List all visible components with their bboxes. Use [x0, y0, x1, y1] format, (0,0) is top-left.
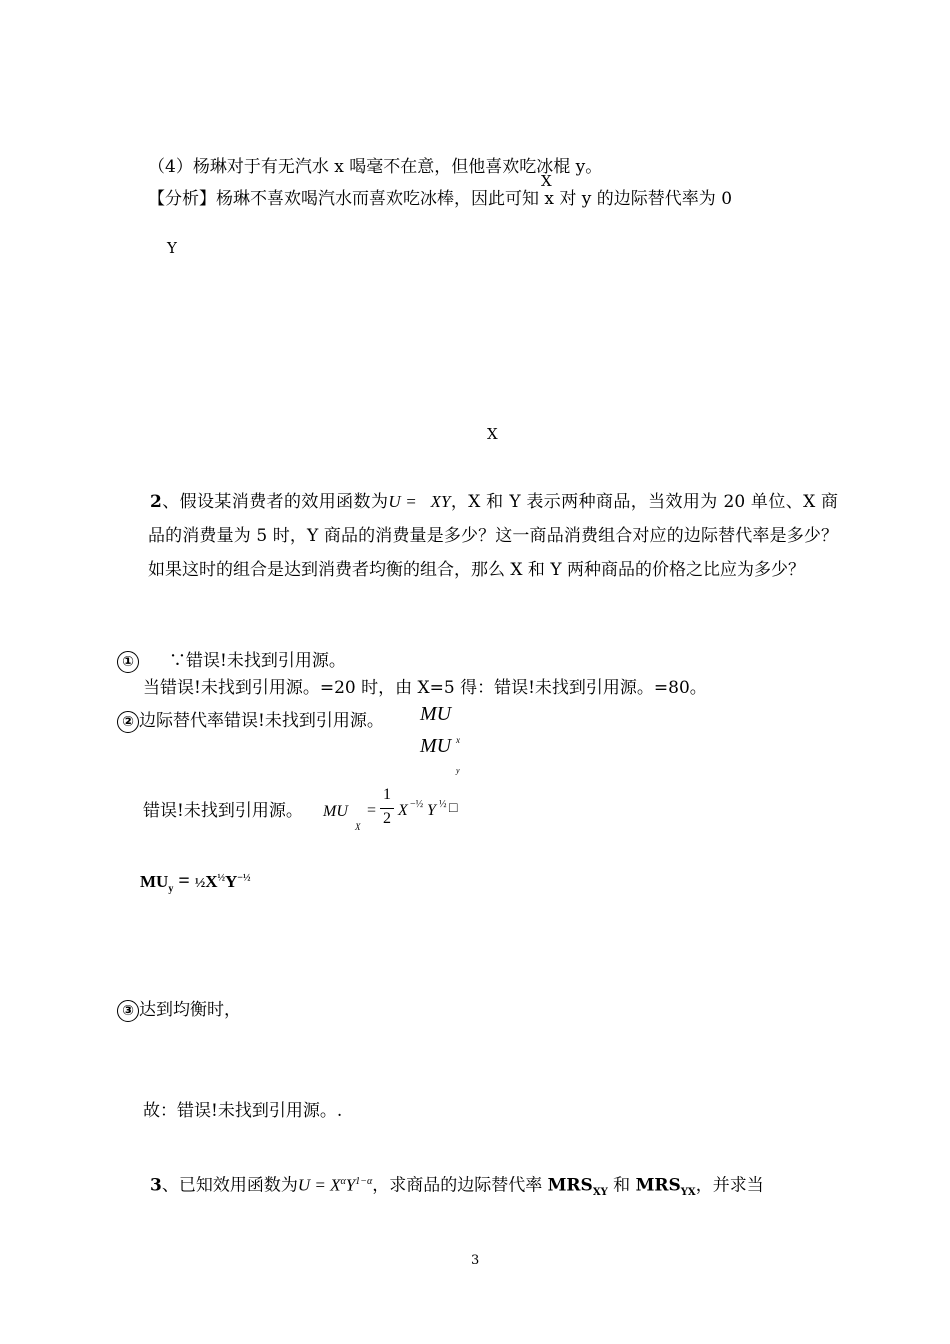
mux-sub: X [355, 822, 361, 832]
mux-x: X [398, 802, 408, 819]
sol-line-3-text: 边际替代率错误!未找到引用源。 [139, 711, 384, 731]
mrs-frac-numerator: MU [420, 703, 452, 725]
q3-formula-exp: 1−α [355, 1176, 373, 1187]
q3-mrs-xy-sub: XY [592, 1187, 608, 1199]
q3-formula-y: Y [345, 1175, 356, 1195]
sol-line-1-text: ∵错误!未找到引用源。 [169, 651, 346, 671]
q3-formula-alpha: α [340, 1176, 346, 1187]
question-2 [148, 485, 838, 587]
q3-number: 3 [150, 1175, 162, 1196]
circled-2: ② [117, 711, 139, 733]
q1-item-4: （4）杨琳对于有无汽水 x 喝毫不在意，但他喜欢吃冰棍 y。 [148, 157, 603, 177]
muy-x: X [205, 872, 218, 891]
mux-mu: MU [323, 803, 348, 820]
graph-axis-y-label: Y [167, 239, 177, 257]
circled-1: ① [117, 651, 139, 673]
sol-line-6: 故：错误!未找到引用源。. [143, 1101, 343, 1121]
mux-exp1: −½ [410, 799, 424, 810]
mux-box: □ [449, 801, 458, 816]
mux-exp2: ½ [439, 799, 447, 810]
muy-formula [140, 870, 251, 894]
mrs-frac-denominator: MU [420, 735, 452, 757]
q3-text-b: ，求商品的边际替代率 [372, 1175, 548, 1196]
q3-text-d: ，并求当 [695, 1175, 764, 1196]
sol-line-5 [117, 999, 241, 1022]
muy-mu: MU [140, 872, 169, 891]
sol-line-5-text: 达到均衡时， [139, 1000, 241, 1020]
q3-mrs-yx: MRS [635, 1175, 681, 1196]
q2-text-b: ，X 和 Y 表示两种商品，当效用为 20 单位、X 商品的消费量为 5 时，Y 商品的消费量是多少？这一商品消费组合对应的边际替代率是多少？如果这时的组合是达到消费者均衡的组合，那么 X 和 Y 两种商品的价格之比应为多少？ [148, 492, 839, 580]
q2-number: 2 [150, 492, 162, 512]
muy-exp1: ½ [217, 872, 226, 884]
q2-text-a: 、假设某消费者的效用函数为 [161, 492, 389, 512]
q1-analysis: 【分析】杨琳不喜欢喝汽水而喜欢吃冰棒，因此可知 x 对 y 的边际替代率为 0 [148, 189, 733, 209]
q3-formula-u: U = X [297, 1175, 341, 1195]
mrs-frac-sub-x: x [456, 735, 460, 745]
q2-formula: U = XY [388, 492, 451, 511]
mux-eq: = [363, 802, 381, 819]
muy-sub: y [168, 883, 174, 895]
page-number: 3 [471, 1253, 480, 1268]
question-3 [150, 1171, 764, 1204]
mux-y: Y [427, 802, 436, 819]
q3-text-a: 、已知效用函数为 [161, 1175, 298, 1196]
q3-mrs-yx-sub: YX [680, 1187, 696, 1199]
q3-mrs-xy: MRS [547, 1175, 593, 1196]
muy-y: Y [225, 872, 238, 891]
circled-3: ③ [117, 1000, 139, 1022]
sol-line-4: 错误!未找到引用源。 [143, 801, 303, 821]
graph-axis-x-top: X [541, 172, 552, 190]
muy-half: ½ [194, 876, 206, 891]
mux-frac-bar [380, 808, 394, 809]
q3-text-c: 和 [607, 1175, 636, 1196]
graph-axis-x-label: X [487, 425, 498, 443]
mux-half-num: 1 [383, 786, 391, 803]
sol-line-2: 当错误!未找到引用源。=20 时，由 X=5 得：错误!未找到引用源。=80。 [143, 678, 707, 698]
mrs-frac-sub-y: y [456, 766, 460, 775]
muy-eq: = [173, 870, 195, 892]
sol-line-1 [117, 650, 346, 673]
mux-half-den: 2 [383, 810, 391, 827]
muy-exp2: −½ [237, 872, 251, 884]
sol-line-3 [117, 710, 384, 733]
